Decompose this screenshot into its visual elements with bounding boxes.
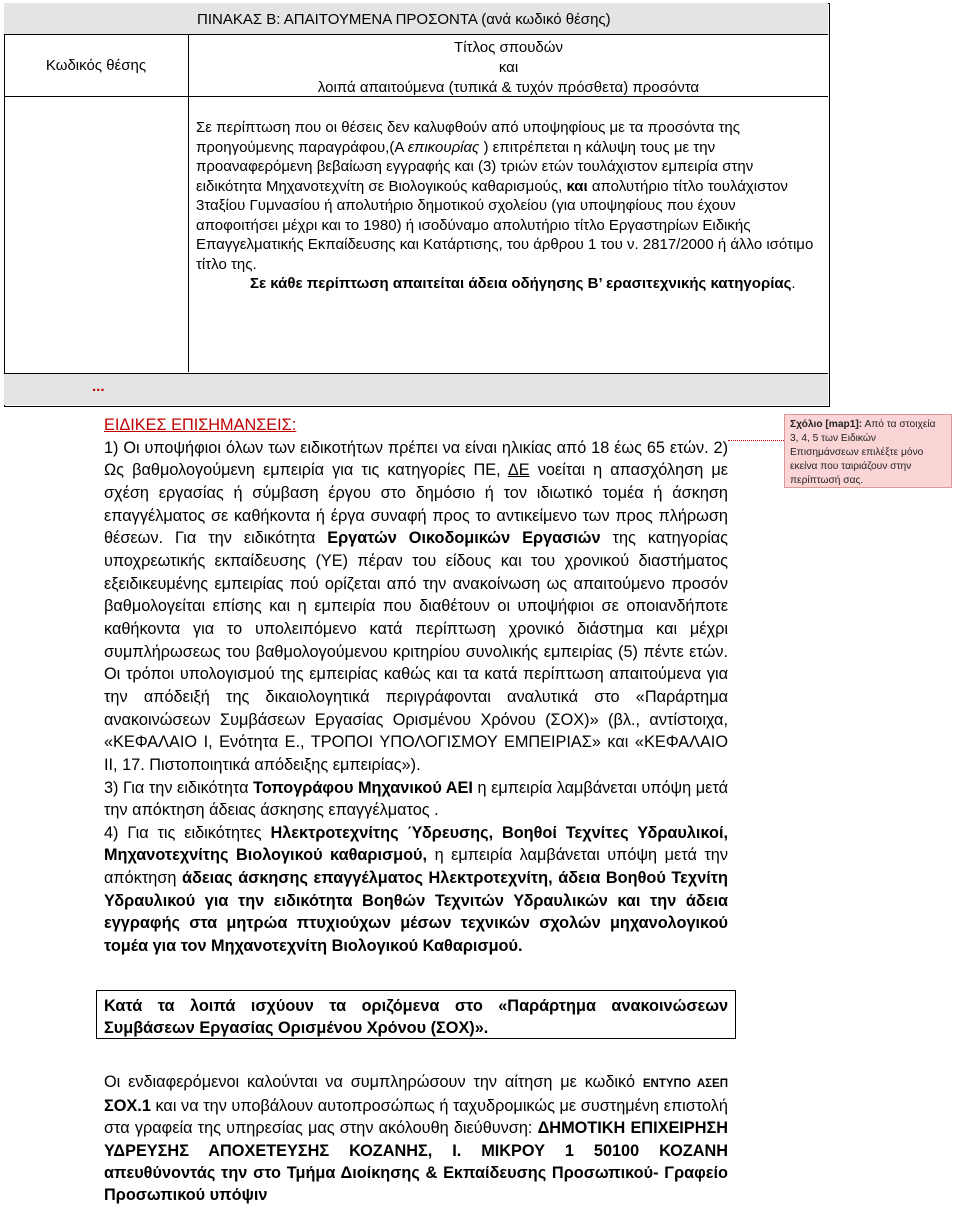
qualifications-header-line-3: λοιπά απαιτούμενα (τυπικά & τυχόν πρόσθετα) προσόντα [317,79,700,96]
form-code: ΣΟΧ.1 [104,1097,151,1116]
table-ellipsis: ... [92,378,105,395]
requirement-part-4: και [566,177,588,195]
notes-p3-trade: Τοπογράφου Μηχανικού ΑΕΙ [253,778,473,797]
notes-p4-bold: άδειας άσκησης επαγγέλματος Ηλεκτροτεχνίτη, άδεια Βοηθού Τεχνίτη Υδραυλικού για την ειδικότητα Βοηθών Τεχνιτών Υδραυλικών και την άδεια εγγραφής στα μητρώα πτυχιούχων μέσων τεχνικών σχολών μηχανολογικού τομέα για τον Μηχανοτεχνίτη Βιολογικού Καθαρισμού. [104,869,728,956]
qualifications-header [189,38,828,98]
notes-paragraph-4 [104,822,728,958]
comment-balloon[interactable] [784,414,952,488]
requirement-text [196,118,820,274]
driving-licence-period: . [791,275,796,292]
notes-p3-a: 3) Για την ειδικότητα [104,778,249,797]
notes-p1-trade: Εργατών Οικοδομικών Εργασιών [327,529,601,548]
notes-p4-b: η εμπειρία λαμβάνεται υπόψη μετά την απόκτηση [104,846,729,888]
driving-licence-requirement [250,273,810,294]
notes-paragraph-3 [104,777,728,822]
table-title: ΠΙΝΑΚΑΣ Β: ΑΠΑΙΤΟΥΜΕΝΑ ΠΡΟΣΟΝΤΑ (ανά κωδικό θέσης) [197,11,611,28]
contact-address: ΔΗΜΟΤΙΚΗ ΕΠΙΧΕΙΡΗΣΗ ΥΔΡΕΥΣΗΣ ΑΠΟΧΕΤΕΥΣΗΣ ΚΟΖΑΝΗΣ, Ι. ΜΙΚΡΟΥ 1 50100 ΚΟΖΑΝΗ απευθύνοντάς την στο Τμήμα Διοίκησης & Εκπαίδευσης Προσωπικού- Γραφείο Προσωπικού υπόψιν [104,1119,728,1205]
general-provisions-text: Κατά τα λοιπά ισχύουν τα οριζόμενα στο «Παράρτημα ανακοινώσεων Συμβάσεων Εργασίας Ορισμένου Χρόνου (ΣΟΧ)». [104,997,728,1037]
requirement-part-3: ) επιτρέπεται η κάλυψη τους με την προαναφερόμενη βεβαίωση εγγραφής και (3) τριών ετών τουλάχιστον εμπειρία στην ειδικότητα Μηχανοτεχνίτη σε Βιολογικούς καθαρισμούς, [196,138,754,195]
notes-p4-trades: Ηλεκτροτεχνίτης Ύδρευσης, Βοηθοί Τεχνίτες Υδραυλικοί, Μηχανοτεχνίτης Βιολογικού καθαρισμού, [104,823,728,865]
notes-p1-b: νοείται η απασχόληση με σχέση εργασίας ή σύμβαση έργου στο δημόσιο ή τον ιδιωτικό τομέα ή άσκηση επαγγέλματος σε καθήκοντα ή έργα συναφή προς το αντικείμενο των προς πλήρωση θέσεων. Για την ειδικότητα [104,461,728,548]
application-instructions [104,1071,728,1206]
requirement-part-2: επικουρίας [407,138,480,156]
contact-b: και να την υποβάλουν αυτοπροσώπως ή ταχυδρομικώς με συστημένη επιστολή στα γραφεία της υπηρεσίας μας στην ακόλουθη διεύθυνση: [104,1097,728,1138]
notes-p4-a: 4) Για τις ειδικότητες [104,823,262,842]
notes-paragraph-1-2 [104,437,728,777]
qualifications-header-line-2: και [498,59,519,76]
special-notes [104,414,728,958]
comment-label: Σχόλιο [map1]: [790,419,863,430]
requirement-part-1: Σε περίπτωση που οι θέσεις δεν καλυφθούν από υποψηφίους με τα προσόντα της προηγούμενης παραγράφου,(Α [196,119,740,156]
table-ellipsis-row [4,373,828,405]
table-title-row [4,3,828,35]
special-notes-heading: ΕΙΔΙΚΕΣ ΕΠΙΣΗΜΑΝΣΕΙΣ: [104,416,297,434]
requirement-part-5: απολυτήριο τίτλο τουλάχιστον 3ταξίου Γυμνασίου ή απολυτήριο δημοτικού σχολείου (για υποψηφίους που έχουν αποφοιτήσει μέχρι και το 1980) ή ισοδύναμο απολυτήριο τίτλο Εργαστηρίων Ειδικής Επαγγελματικής Εκπαίδευσης και Κατάρτισης, του άρθρου 1 του ν. 2817/2000 ή άλλο ισότιμο τίτλο της. [196,177,814,273]
position-code-header: Κωδικός θέσης [45,56,147,74]
qualifications-header-line-1: Τίτλος σπουδών [454,39,563,56]
form-label: ΕΝΤΥΠΟ ΑΣΕΠ [642,1078,728,1090]
notes-p1-a: 1) Οι υποψήφιοι όλων των ειδικοτήτων πρέπει να είναι ηλικίας από 18 έως 65 ετών. 2) Ως βαθμολογούμενη εμπειρία για τις κατηγορίες ΠΕ, [104,438,728,480]
comment-text: Από τα στοιχεία 3, 4, 5 των Ειδικών Επισημάνσεων επιλέξτε μόνο εκείνα που ταιριάζουν στην περίπτωσή σας. [790,419,936,486]
contact-a: Οι ενδιαφερόμενοι καλούνται να συμπληρώσουν την αίτηση με κωδικό [104,1073,636,1091]
driving-licence-text: Σε κάθε περίπτωση απαιτείται άδεια οδήγησης Β’ ερασιτεχνικής κατηγορίας [250,275,792,292]
notes-p3-b: η εμπειρία λαμβάνεται υπόψη μετά την απόκτηση άδειας άσκησης επαγγέλματος . [104,778,728,820]
general-provisions-box [96,990,736,1039]
notes-p1-de: ΔΕ [507,461,530,480]
notes-p1-c: της κατηγορίας υποχρεωτικής εκπαίδευσης (ΥΕ) πέραν του είδους και του χρονικού διαστήματος εξειδικευμένης εμπειρίας πού ορίζεται από την ανακοίνωση ως απαιτούμενο προσόν βαθμολογείται επίσης και η εμπειρία που διαθέτουν οι υποψήφιοι σε οποιανδήποτε καθήκοντα για το υπολειπόμενο κατά περίπτωση χρονικό διάστημα και μέχρι συμπλήρωσεως του βαθμολογούμενου κριτηρίου συνολικής εμπειρίας (5) πέντε ετών. Οι τρόποι υπολογισμού της εμπειρίας καθώς και τα κατά περίπτωση απαιτούμενα για την απόδειξή της δικαιολογητικά περιγράφονται αναλυτικά στο «Παράρτημα ανακοινώσεων Συμβάσεων Εργασίας Ορισμένου Χρόνου (ΣΟΧ)» (βλ., αντίστοιχα, «ΚΕΦΑΛΑΙΟ Ι, Ενότητα Ε., ΤΡΟΠΟΙ ΥΠΟΛΟΓΙΣΜΟΥ ΕΜΠΕΙΡΙΑΣ» και «ΚΕΦΑΛΑΙΟ ΙΙ, 17. Πιστοποιητικά απόδειξης εμπειρίας»). [104,529,729,774]
comment-connector [728,440,784,441]
